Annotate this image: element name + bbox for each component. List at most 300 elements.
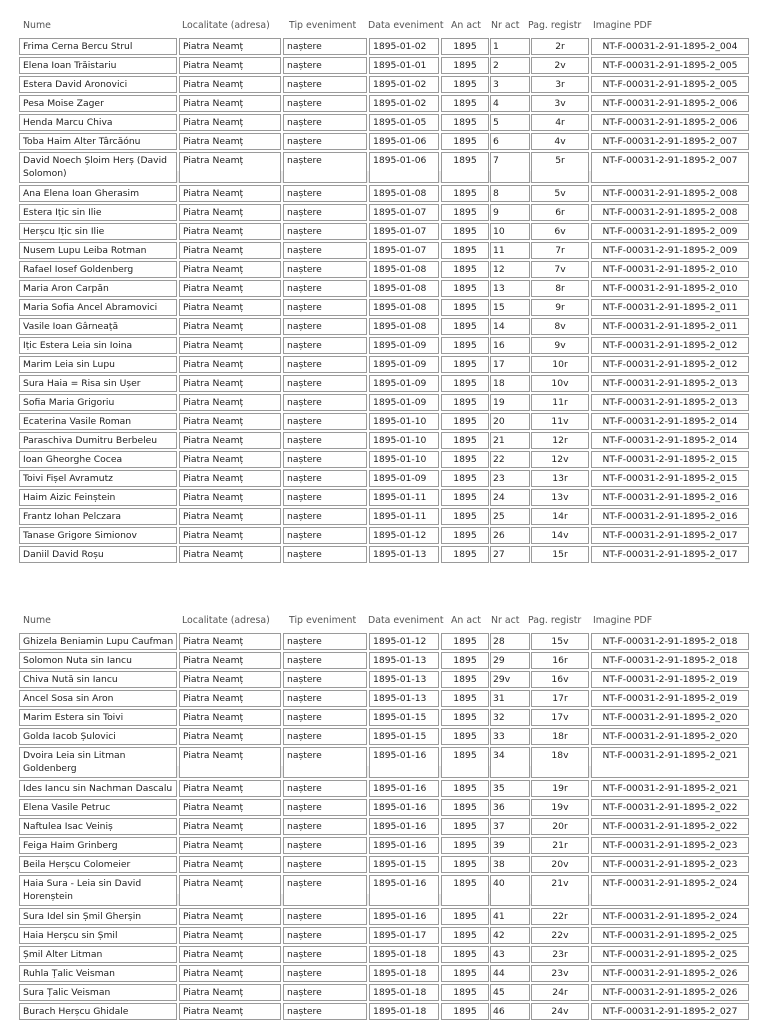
name-cell: Dvoira Leia sin Litman Goldenberg [19,747,177,778]
register-page-cell: 6v [531,223,589,240]
event-date-cell: 1895-01-08 [369,185,439,202]
act-number-cell: 31 [490,690,530,707]
pdf-image-cell: NT-F-00031-2-91-1895-2_024 [591,875,749,906]
pdf-image-cell: NT-F-00031-2-91-1895-2_005 [591,57,749,74]
locality-cell: Piatra Neamț [179,133,281,150]
act-number-cell: 40 [490,875,530,906]
act-number-cell: 42 [490,927,530,944]
pdf-image-cell: NT-F-00031-2-91-1895-2_005 [591,76,749,93]
event-type-cell: naștere [283,76,367,93]
act-year-cell: 1895 [441,837,489,854]
event-date-cell: 1895-01-02 [369,95,439,112]
locality-cell: Piatra Neamț [179,413,281,430]
pdf-image-cell: NT-F-00031-2-91-1895-2_013 [591,394,749,411]
act-year-cell: 1895 [441,747,489,778]
event-type-cell: naștere [283,965,367,982]
pdf-image-cell: NT-F-00031-2-91-1895-2_026 [591,984,749,1001]
locality-cell: Piatra Neamț [179,318,281,335]
register-page-cell: 14v [531,527,589,544]
name-cell: Henda Marcu Chiva [19,114,177,131]
act-year-cell: 1895 [441,709,489,726]
act-year-cell: 1895 [441,818,489,835]
event-type-cell: naștere [283,799,367,816]
act-number-cell: 16 [490,337,530,354]
event-date-cell: 1895-01-07 [369,242,439,259]
pdf-image-cell: NT-F-00031-2-91-1895-2_023 [591,856,749,873]
event-date-cell: 1895-01-08 [369,261,439,278]
act-year-cell: 1895 [441,984,489,1001]
name-cell: David Noech Șloim Herș (David Solomon) [19,152,177,183]
locality-cell: Piatra Neamț [179,508,281,525]
event-type-cell: naștere [283,185,367,202]
name-cell: Ides Iancu sin Nachman Dascalu [19,780,177,797]
header-event-type: Tip eveniment [289,20,357,31]
header-event-date: Data eveniment [368,615,444,626]
pdf-image-cell: NT-F-00031-2-91-1895-2_027 [591,1003,749,1020]
register-page-cell: 6r [531,204,589,221]
name-cell: Ghizela Beniamin Lupu Caufman [19,633,177,650]
locality-cell: Piatra Neamț [179,451,281,468]
event-type-cell: naștere [283,204,367,221]
act-year-cell: 1895 [441,1003,489,1020]
event-date-cell: 1895-01-13 [369,546,439,563]
act-number-cell: 45 [490,984,530,1001]
event-type-cell: naștere [283,546,367,563]
act-number-cell: 28 [490,633,530,650]
name-cell: Elena Vasile Petruc [19,799,177,816]
event-date-cell: 1895-01-16 [369,747,439,778]
locality-cell: Piatra Neamț [179,299,281,316]
pdf-image-cell: NT-F-00031-2-91-1895-2_014 [591,432,749,449]
event-date-cell: 1895-01-16 [369,780,439,797]
event-date-cell: 1895-01-05 [369,114,439,131]
act-year-cell: 1895 [441,652,489,669]
event-date-cell: 1895-01-09 [369,356,439,373]
event-date-cell: 1895-01-02 [369,38,439,55]
locality-cell: Piatra Neamț [179,114,281,131]
locality-cell: Piatra Neamț [179,908,281,925]
act-number-cell: 14 [490,318,530,335]
event-date-cell: 1895-01-15 [369,728,439,745]
locality-cell: Piatra Neamț [179,95,281,112]
name-cell: Marim Leia sin Lupu [19,356,177,373]
pdf-image-cell: NT-F-00031-2-91-1895-2_013 [591,375,749,392]
pdf-image-cell: NT-F-00031-2-91-1895-2_020 [591,728,749,745]
act-year-cell: 1895 [441,856,489,873]
header-register-page: Pag. registr [528,615,582,626]
register-page-cell: 4v [531,133,589,150]
act-year-cell: 1895 [441,527,489,544]
act-number-cell: 3 [490,76,530,93]
register-page-cell: 24v [531,1003,589,1020]
name-cell: Sura Idel sin Șmil Gherșin [19,908,177,925]
event-type-cell: naștere [283,908,367,925]
header-act-number: Nr act [491,20,520,31]
register-page-cell: 23v [531,965,589,982]
pdf-image-cell: NT-F-00031-2-91-1895-2_023 [591,837,749,854]
locality-cell: Piatra Neamț [179,799,281,816]
header-event-type: Tip eveniment [289,615,357,626]
act-year-cell: 1895 [441,280,489,297]
act-number-cell: 25 [490,508,530,525]
name-cell: Nusem Lupu Leiba Rotman [19,242,177,259]
event-type-cell: naștere [283,95,367,112]
act-number-cell: 38 [490,856,530,873]
register-page-cell: 5v [531,185,589,202]
register-page-cell: 23r [531,946,589,963]
name-cell: Estera David Aronovici [19,76,177,93]
event-type-cell: naștere [283,652,367,669]
act-year-cell: 1895 [441,375,489,392]
act-number-cell: 33 [490,728,530,745]
act-year-cell: 1895 [441,946,489,963]
locality-cell: Piatra Neamț [179,204,281,221]
act-year-cell: 1895 [441,633,489,650]
event-type-cell: naștere [283,709,367,726]
act-year-cell: 1895 [441,242,489,259]
header-act-number: Nr act [491,615,520,626]
pdf-image-cell: NT-F-00031-2-91-1895-2_011 [591,318,749,335]
act-year-cell: 1895 [441,671,489,688]
locality-cell: Piatra Neamț [179,375,281,392]
locality-cell: Piatra Neamț [179,337,281,354]
locality-cell: Piatra Neamț [179,728,281,745]
event-type-cell: naștere [283,489,367,506]
act-number-cell: 4 [490,95,530,112]
event-date-cell: 1895-01-13 [369,671,439,688]
event-type-cell: naștere [283,747,367,778]
name-cell: Frantz Iohan Pelczara [19,508,177,525]
act-number-cell: 13 [490,280,530,297]
act-number-cell: 24 [490,489,530,506]
act-year-cell: 1895 [441,114,489,131]
act-number-cell: 5 [490,114,530,131]
name-cell: Estera Ițic sin Ilie [19,204,177,221]
event-type-cell: naștere [283,875,367,906]
event-date-cell: 1895-01-06 [369,133,439,150]
act-year-cell: 1895 [441,299,489,316]
register-page-cell: 19v [531,799,589,816]
locality-cell: Piatra Neamț [179,242,281,259]
event-date-cell: 1895-01-07 [369,223,439,240]
register-page-cell: 24r [531,984,589,1001]
event-date-cell: 1895-01-09 [369,470,439,487]
pdf-image-cell: NT-F-00031-2-91-1895-2_010 [591,261,749,278]
act-year-cell: 1895 [441,546,489,563]
pdf-image-cell: NT-F-00031-2-91-1895-2_016 [591,489,749,506]
name-cell: Paraschiva Dumitru Berbeleu [19,432,177,449]
register-page-cell: 16v [531,671,589,688]
act-number-cell: 15 [490,299,530,316]
name-cell: Vasile Ioan Gârneață [19,318,177,335]
register-page-cell: 2r [531,38,589,55]
pdf-image-cell: NT-F-00031-2-91-1895-2_006 [591,95,749,112]
name-cell: Daniil David Roșu [19,546,177,563]
act-year-cell: 1895 [441,57,489,74]
pdf-image-cell: NT-F-00031-2-91-1895-2_009 [591,223,749,240]
register-page-cell: 19r [531,780,589,797]
pdf-image-cell: NT-F-00031-2-91-1895-2_026 [591,965,749,982]
pdf-image-cell: NT-F-00031-2-91-1895-2_015 [591,470,749,487]
pdf-image-cell: NT-F-00031-2-91-1895-2_024 [591,908,749,925]
act-year-cell: 1895 [441,318,489,335]
pdf-image-cell: NT-F-00031-2-91-1895-2_025 [591,927,749,944]
act-number-cell: 7 [490,152,530,183]
act-year-cell: 1895 [441,413,489,430]
event-type-cell: naștere [283,837,367,854]
pdf-image-cell: NT-F-00031-2-91-1895-2_019 [591,690,749,707]
header-register-page: Pag. registr [528,20,582,31]
act-year-cell: 1895 [441,875,489,906]
act-number-cell: 12 [490,261,530,278]
name-cell: Haim Aizic Feinștein [19,489,177,506]
name-cell: Herșcu Ițic sin Ilie [19,223,177,240]
event-type-cell: naștere [283,470,367,487]
register-page-cell: 22r [531,908,589,925]
name-cell: Rafael Iosef Goldenberg [19,261,177,278]
register-page-cell: 9r [531,299,589,316]
pdf-image-cell: NT-F-00031-2-91-1895-2_019 [591,671,749,688]
register-page-cell: 12r [531,432,589,449]
act-year-cell: 1895 [441,95,489,112]
event-date-cell: 1895-01-02 [369,76,439,93]
pdf-image-cell: NT-F-00031-2-91-1895-2_018 [591,633,749,650]
event-type-cell: naștere [283,114,367,131]
event-type-cell: naștere [283,984,367,1001]
event-type-cell: naștere [283,280,367,297]
act-number-cell: 6 [490,133,530,150]
event-type-cell: naștere [283,394,367,411]
register-page-cell: 3r [531,76,589,93]
register-page-cell: 7v [531,261,589,278]
act-number-cell: 27 [490,546,530,563]
event-type-cell: naștere [283,633,367,650]
register-page-cell: 9v [531,337,589,354]
register-page-cell: 20r [531,818,589,835]
event-type-cell: naștere [283,152,367,183]
pdf-image-cell: NT-F-00031-2-91-1895-2_008 [591,185,749,202]
locality-cell: Piatra Neamț [179,818,281,835]
act-number-cell: 44 [490,965,530,982]
event-date-cell: 1895-01-10 [369,432,439,449]
event-type-cell: naștere [283,927,367,944]
name-cell: Chiva Nută sin Iancu [19,671,177,688]
event-date-cell: 1895-01-18 [369,965,439,982]
event-date-cell: 1895-01-08 [369,318,439,335]
event-date-cell: 1895-01-06 [369,152,439,183]
event-date-cell: 1895-01-09 [369,337,439,354]
name-cell: Sofia Maria Grigoriu [19,394,177,411]
register-page-cell: 11v [531,413,589,430]
pdf-image-cell: NT-F-00031-2-91-1895-2_010 [591,280,749,297]
pdf-image-cell: NT-F-00031-2-91-1895-2_022 [591,818,749,835]
act-year-cell: 1895 [441,394,489,411]
name-cell: Sura Țalic Veisman [19,984,177,1001]
locality-cell: Piatra Neamț [179,470,281,487]
pdf-image-cell: NT-F-00031-2-91-1895-2_014 [591,413,749,430]
name-cell: Feiga Haim Grinberg [19,837,177,854]
event-type-cell: naștere [283,337,367,354]
name-cell: Toba Haim Alter Târcăónu [19,133,177,150]
name-cell: Pesa Moise Zager [19,95,177,112]
event-date-cell: 1895-01-01 [369,57,439,74]
act-year-cell: 1895 [441,451,489,468]
name-cell: Frima Cerna Bercu Strul [19,38,177,55]
event-date-cell: 1895-01-09 [369,394,439,411]
name-cell: Ioan Gheorghe Cocea [19,451,177,468]
act-number-cell: 2 [490,57,530,74]
locality-cell: Piatra Neamț [179,633,281,650]
locality-cell: Piatra Neamț [179,927,281,944]
name-cell: Ruhla Țalic Veisman [19,965,177,982]
pdf-image-cell: NT-F-00031-2-91-1895-2_008 [591,204,749,221]
header-act-year: An act [451,20,481,31]
name-cell: Toivi Fișel Avramutz [19,470,177,487]
pdf-image-cell: NT-F-00031-2-91-1895-2_009 [591,242,749,259]
act-year-cell: 1895 [441,223,489,240]
locality-cell: Piatra Neamț [179,837,281,854]
event-type-cell: naștere [283,780,367,797]
event-date-cell: 1895-01-09 [369,375,439,392]
act-year-cell: 1895 [441,432,489,449]
pdf-image-cell: NT-F-00031-2-91-1895-2_015 [591,451,749,468]
pdf-image-cell: NT-F-00031-2-91-1895-2_020 [591,709,749,726]
event-type-cell: naștere [283,413,367,430]
register-page-cell: 21v [531,875,589,906]
locality-cell: Piatra Neamț [179,432,281,449]
register-page-cell: 4r [531,114,589,131]
event-date-cell: 1895-01-12 [369,527,439,544]
event-date-cell: 1895-01-10 [369,413,439,430]
act-year-cell: 1895 [441,152,489,183]
register-page-cell: 15v [531,633,589,650]
event-date-cell: 1895-01-16 [369,799,439,816]
act-number-cell: 11 [490,242,530,259]
name-cell: Golda Iacob Șulovici [19,728,177,745]
register-page-cell: 20v [531,856,589,873]
register-page-cell: 17r [531,690,589,707]
register-page-cell: 7r [531,242,589,259]
pdf-image-cell: NT-F-00031-2-91-1895-2_018 [591,652,749,669]
event-type-cell: naștere [283,818,367,835]
name-cell: Ițic Estera Leia sin Ioina [19,337,177,354]
act-year-cell: 1895 [441,927,489,944]
locality-cell: Piatra Neamț [179,965,281,982]
event-date-cell: 1895-01-16 [369,818,439,835]
locality-cell: Piatra Neamț [179,690,281,707]
act-number-cell: 43 [490,946,530,963]
register-page-cell: 10r [531,356,589,373]
locality-cell: Piatra Neamț [179,527,281,544]
pdf-image-cell: NT-F-00031-2-91-1895-2_017 [591,527,749,544]
register-page-cell: 18v [531,747,589,778]
locality-cell: Piatra Neamț [179,356,281,373]
act-number-cell: 1 [490,38,530,55]
name-cell: Naftulea Isac Veiniș [19,818,177,835]
event-date-cell: 1895-01-18 [369,946,439,963]
event-type-cell: naștere [283,1003,367,1020]
header-act-year: An act [451,615,481,626]
act-number-cell: 29v [490,671,530,688]
pdf-image-cell: NT-F-00031-2-91-1895-2_025 [591,946,749,963]
act-number-cell: 23 [490,470,530,487]
act-number-cell: 20 [490,413,530,430]
event-type-cell: naștere [283,508,367,525]
event-type-cell: naștere [283,133,367,150]
name-cell: Maria Sofia Ancel Abramovici [19,299,177,316]
act-year-cell: 1895 [441,470,489,487]
event-date-cell: 1895-01-10 [369,451,439,468]
locality-cell: Piatra Neamț [179,394,281,411]
act-number-cell: 39 [490,837,530,854]
pdf-image-cell: NT-F-00031-2-91-1895-2_006 [591,114,749,131]
locality-cell: Piatra Neamț [179,280,281,297]
register-page-cell: 3v [531,95,589,112]
event-date-cell: 1895-01-13 [369,690,439,707]
event-date-cell: 1895-01-11 [369,489,439,506]
event-type-cell: naștere [283,356,367,373]
pdf-image-cell: NT-F-00031-2-91-1895-2_022 [591,799,749,816]
register-page-cell: 14r [531,508,589,525]
pdf-image-cell: NT-F-00031-2-91-1895-2_016 [591,508,749,525]
locality-cell: Piatra Neamț [179,1003,281,1020]
event-date-cell: 1895-01-16 [369,908,439,925]
event-type-cell: naștere [283,728,367,745]
act-number-cell: 32 [490,709,530,726]
event-date-cell: 1895-01-17 [369,927,439,944]
name-cell: Beila Herșcu Colomeier [19,856,177,873]
act-year-cell: 1895 [441,965,489,982]
event-date-cell: 1895-01-15 [369,709,439,726]
event-type-cell: naștere [283,451,367,468]
act-year-cell: 1895 [441,489,489,506]
header-pdf-image: Imagine PDF [593,20,653,31]
event-type-cell: naștere [283,38,367,55]
event-type-cell: naștere [283,223,367,240]
name-cell: Marim Estera sin Toivi [19,709,177,726]
header-name: Nume [23,615,51,626]
locality-cell: Piatra Neamț [179,223,281,240]
act-year-cell: 1895 [441,780,489,797]
event-type-cell: naștere [283,671,367,688]
event-type-cell: naștere [283,946,367,963]
event-date-cell: 1895-01-15 [369,856,439,873]
event-date-cell: 1895-01-16 [369,837,439,854]
act-year-cell: 1895 [441,204,489,221]
pdf-image-cell: NT-F-00031-2-91-1895-2_012 [591,337,749,354]
act-year-cell: 1895 [441,690,489,707]
locality-cell: Piatra Neamț [179,546,281,563]
act-number-cell: 17 [490,356,530,373]
pdf-image-cell: NT-F-00031-2-91-1895-2_004 [591,38,749,55]
event-type-cell: naștere [283,375,367,392]
act-year-cell: 1895 [441,76,489,93]
act-year-cell: 1895 [441,133,489,150]
event-type-cell: naștere [283,57,367,74]
event-date-cell: 1895-01-08 [369,299,439,316]
name-cell: Burach Herșcu Ghidale [19,1003,177,1020]
name-cell: Haia Sura - Leia sin David Horenștein [19,875,177,906]
act-number-cell: 8 [490,185,530,202]
act-year-cell: 1895 [441,185,489,202]
locality-cell: Piatra Neamț [179,780,281,797]
header-locality: Localitate (adresa) [182,20,270,31]
name-cell: Ecaterina Vasile Roman [19,413,177,430]
register-page-cell: 13r [531,470,589,487]
act-year-cell: 1895 [441,508,489,525]
event-date-cell: 1895-01-18 [369,984,439,1001]
event-date-cell: 1895-01-07 [369,204,439,221]
